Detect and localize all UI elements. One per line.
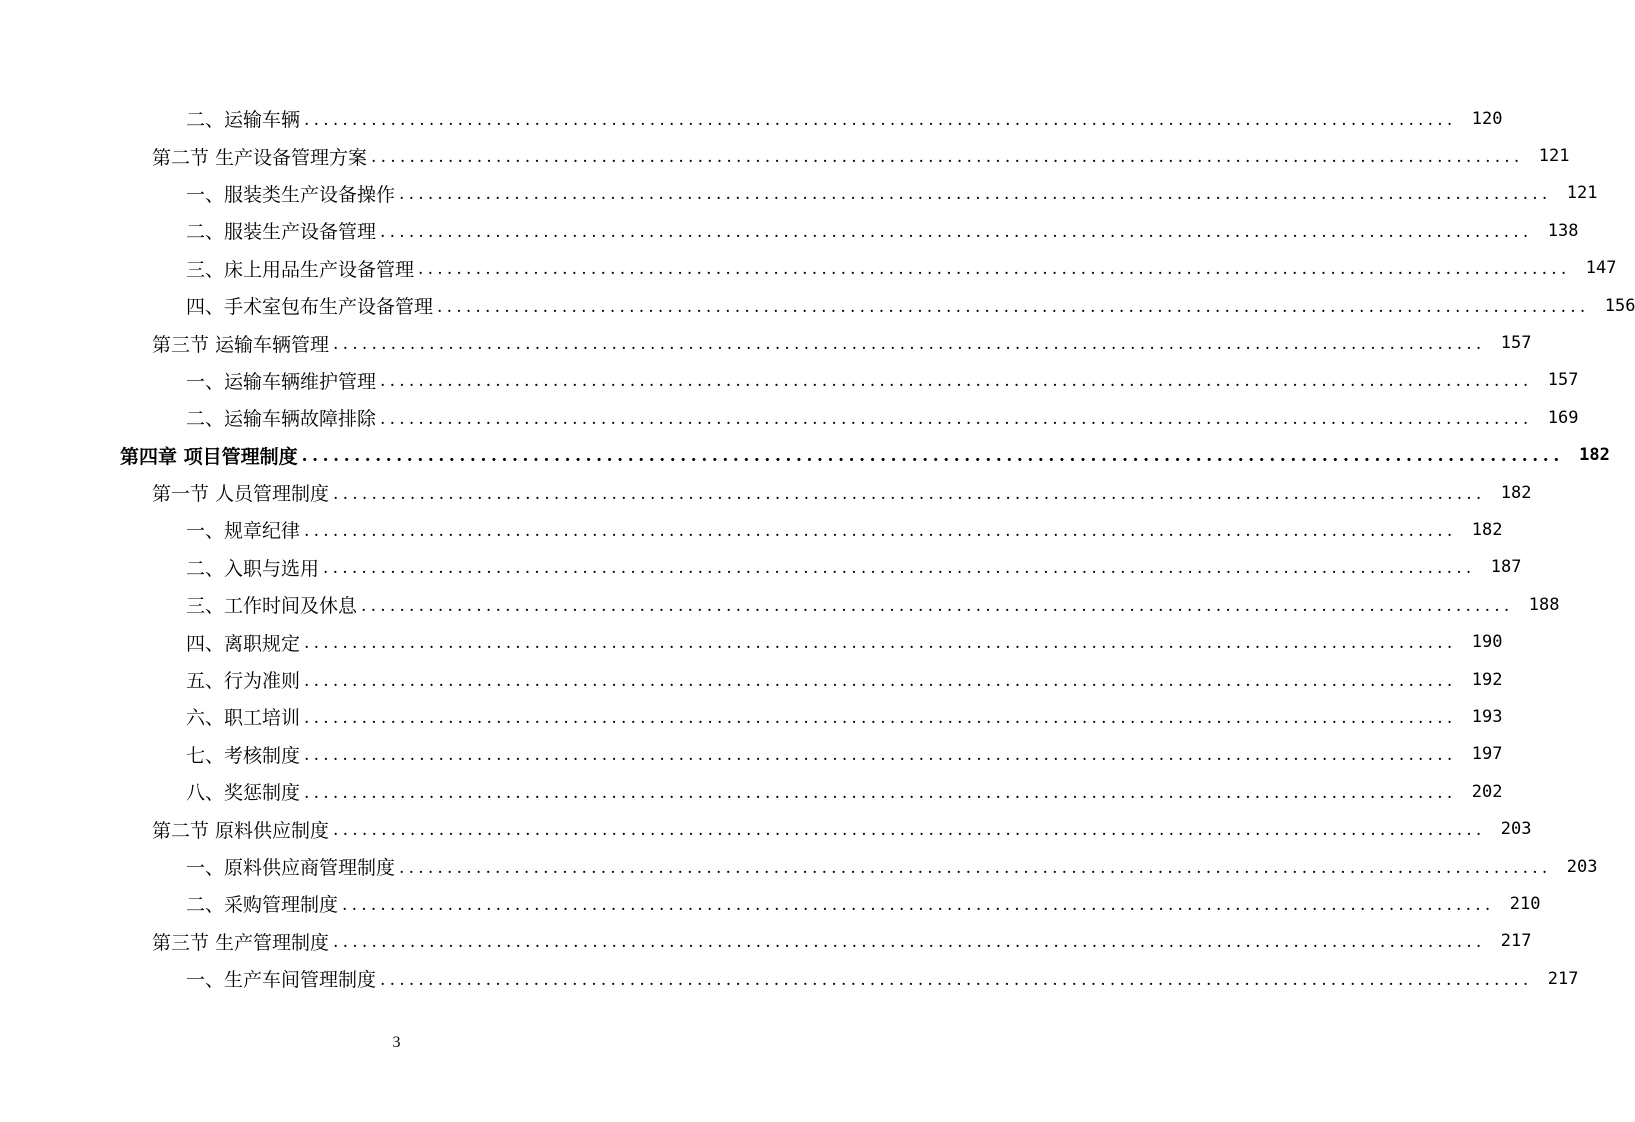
toc-dot-leader: ........................................................................................................................	[333, 483, 1486, 504]
toc-entry-item[interactable]	[0, 736, 1503, 773]
toc-dot-leader: ........................................................................................................................	[380, 969, 1533, 990]
toc-entry-item[interactable]	[0, 100, 1503, 137]
toc-dot-leader: ........................................................................................................................	[380, 221, 1533, 242]
toc-dot-leader: ........................................................................................................................	[399, 857, 1552, 878]
toc-entry-title: 二、运输车辆故障排除	[186, 408, 377, 431]
toc-entry-page-number: 182	[1500, 482, 1532, 503]
toc-entry-page-number: 203	[1500, 819, 1532, 840]
toc-dot-leader: ........................................................................................................................	[333, 334, 1486, 355]
toc-entry-section[interactable]	[0, 474, 1532, 511]
toc-entry-title: 第四章 项目管理制度	[120, 445, 298, 468]
toc-dot-leader: ........................................................................................................................	[342, 894, 1495, 915]
toc-entry-page-number: 197	[1471, 744, 1503, 765]
toc-entry-page-number: 157	[1547, 370, 1579, 391]
toc-entry-page-number: 156	[1604, 295, 1635, 316]
toc-entry-title: 一、服装类生产设备操作	[186, 183, 396, 206]
toc-dot-leader: ........................................................................................................................	[304, 745, 1457, 766]
toc-entry-title: 七、考核制度	[186, 744, 301, 767]
toc-entry-item[interactable]	[0, 175, 1598, 212]
toc-entry-page-number: 217	[1547, 968, 1579, 989]
toc-dot-leader: ........................................................................................................................	[371, 147, 1524, 168]
toc-entry-title: 四、离职规定	[186, 632, 301, 655]
toc-entry-section[interactable]	[0, 137, 1570, 174]
toc-entry-section[interactable]	[0, 923, 1532, 960]
toc-entry-title: 二、入职与选用	[186, 557, 320, 580]
toc-entry-item[interactable]	[0, 960, 1579, 997]
toc-entry-title: 八、奖惩制度	[186, 782, 301, 805]
toc-entry-item[interactable]	[0, 885, 1541, 922]
toc-entry-item[interactable]	[0, 623, 1503, 660]
toc-entry-page-number: 147	[1585, 258, 1617, 279]
toc-entry-title: 二、服装生产设备管理	[186, 221, 377, 244]
toc-entry-title: 第二节 生产设备管理方案	[152, 146, 368, 169]
toc-entry-title: 二、采购管理制度	[186, 894, 339, 917]
toc-entry-item[interactable]	[0, 362, 1579, 399]
toc-dot-leader: ........................................................................................................................	[380, 371, 1533, 392]
toc-entry-page-number: 217	[1500, 931, 1532, 952]
page-number: 3	[392, 1034, 401, 1051]
toc-entry-title: 三、工作时间及休息	[186, 595, 358, 618]
toc-entry-item[interactable]	[0, 661, 1503, 698]
toc-entry-title: 一、规章纪律	[186, 520, 301, 543]
toc-entry-item[interactable]	[0, 287, 1635, 324]
toc-entry-item[interactable]	[0, 773, 1503, 810]
toc-dot-leader: ........................................................................................................................	[333, 820, 1486, 841]
toc-dot-leader: ........................................................................................................................	[361, 595, 1514, 616]
toc-entry-item[interactable]	[0, 586, 1560, 623]
toc-entry-page-number: 188	[1528, 594, 1560, 615]
toc-dot-leader: ........................................................................................................................	[380, 408, 1533, 429]
toc-entry-item[interactable]	[0, 212, 1579, 249]
toc-entry-title: 二、运输车辆	[186, 109, 301, 132]
toc-dot-leader: ........................................................................................................................	[304, 707, 1457, 728]
toc-entry-title: 五、行为准则	[186, 670, 301, 693]
toc-entry-page-number: 138	[1547, 220, 1579, 241]
toc-entry-page-number: 121	[1538, 146, 1570, 167]
toc-dot-leader: ........................................................................................................................	[304, 670, 1457, 691]
toc-entry-section[interactable]	[0, 324, 1532, 361]
toc-entry-title: 一、原料供应商管理制度	[186, 857, 396, 879]
toc-entry-page-number: 169	[1547, 407, 1579, 428]
toc-entry-item[interactable]	[0, 250, 1617, 287]
toc-entry-page-number: 203	[1566, 856, 1598, 877]
toc-dot-leader: ........................................................................................................................	[304, 633, 1457, 654]
toc-entry-item[interactable]	[0, 848, 1598, 885]
toc-entry-page-number: 120	[1471, 108, 1503, 129]
toc-entry-page-number: 193	[1471, 706, 1503, 727]
toc-entry-title: 第一节 人员管理制度	[152, 483, 330, 506]
toc-entry-title: 第二节 原料供应制度	[152, 819, 330, 842]
toc-entry-page-number: 187	[1490, 557, 1522, 578]
toc-dot-leader: ........................................................................................................................	[399, 184, 1552, 205]
toc-entry-title: 一、运输车辆维护管理	[186, 370, 377, 393]
toc-entry-item[interactable]	[0, 399, 1579, 436]
toc-entry-item[interactable]	[0, 511, 1503, 548]
toc-entry-page-number: 157	[1500, 333, 1532, 354]
toc-dot-leader: ........................................................................................................................	[304, 782, 1457, 803]
toc-entry-title: 第三节 生产管理制度	[152, 931, 330, 954]
toc-entry-section[interactable]	[0, 810, 1532, 847]
toc-entry-title: 第三节 运输车辆管理	[152, 333, 330, 356]
toc-dot-leader: ........................................................................................................................	[301, 446, 1564, 467]
toc-dot-leader: ........................................................................................................................	[304, 520, 1457, 541]
toc-entry-title: 六、职工培训	[186, 707, 301, 730]
toc-dot-leader: ........................................................................................................................	[437, 296, 1590, 317]
toc-dot-leader: ........................................................................................................................	[418, 259, 1571, 280]
toc-entry-page-number: 121	[1566, 183, 1598, 204]
toc-entry-page-number: 190	[1471, 632, 1503, 653]
toc-dot-leader: ........................................................................................................................	[304, 109, 1457, 130]
toc-entry-page-number: 182	[1579, 445, 1610, 466]
toc-entry-page-number: 192	[1471, 669, 1503, 690]
toc-entry-item[interactable]	[0, 549, 1522, 586]
toc-entry-title: 三、床上用品生产设备管理	[186, 258, 415, 281]
toc-entry-chapter[interactable]	[0, 437, 1610, 474]
toc-entry-page-number: 210	[1509, 893, 1541, 914]
toc-entry-title: 四、手术室包布生产设备管理	[186, 296, 434, 319]
toc-entry-item[interactable]	[0, 698, 1503, 735]
toc-entry-title: 一、生产车间管理制度	[186, 969, 377, 992]
toc-dot-leader: ........................................................................................................................	[333, 932, 1486, 953]
toc-dot-leader: ........................................................................................................................	[323, 558, 1476, 579]
toc-entry-page-number: 182	[1471, 519, 1503, 540]
toc-entry-page-number: 202	[1471, 781, 1503, 802]
table-of-contents	[0, 100, 1635, 997]
